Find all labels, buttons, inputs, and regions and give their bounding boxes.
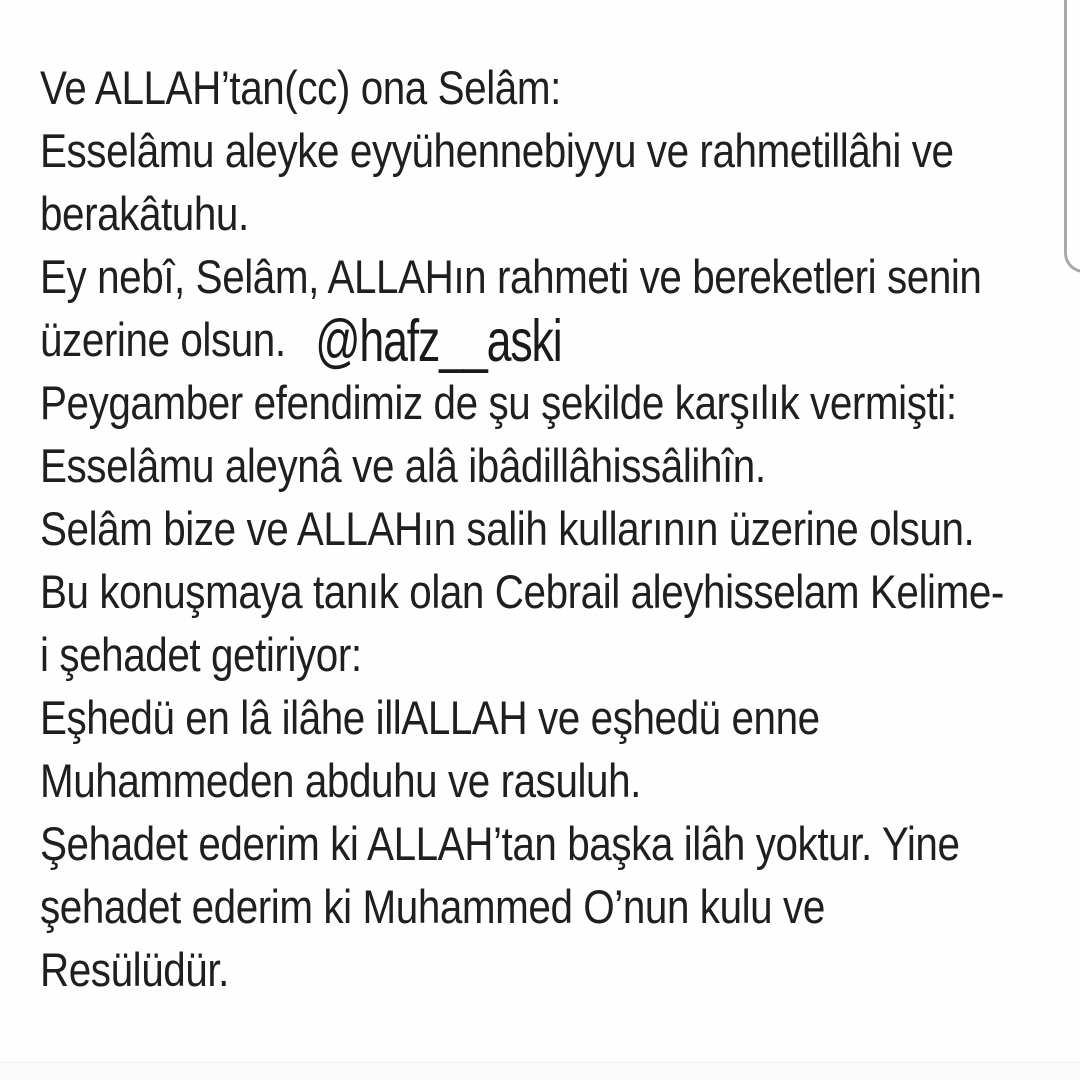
text-line: Ve ALLAH’tan(cc) ona Selâm: (40, 61, 561, 114)
text-line: berakâtuhu. (40, 187, 249, 240)
bottom-strip (0, 1063, 1080, 1080)
text-line: Eşhedü en lâ ilâhe illALLAH ve eşhedü enne (40, 691, 820, 744)
text-line: şehadet ederim ki Muhammed O’nun kulu ve (40, 880, 825, 933)
text-line: Ey nebî, Selâm, ALLAHın rahmeti ve bereketleri senin (40, 250, 982, 303)
text-line: Şehadet ederim ki ALLAH’tan başka ilâh yoktur. Yine (40, 817, 960, 870)
text-line: üzerine olsun. (40, 313, 286, 366)
watermark-handle: @hafz__aski (314, 308, 562, 374)
text-line: i şehadet getiriyor: (40, 628, 362, 681)
text-line: Esselâmu aleyke eyyühennebiyyu ve rahmetillâhi ve (40, 124, 954, 177)
text-line: Peygamber efendimiz de şu şekilde karşılık vermişti: (40, 376, 957, 429)
text-line: Esselâmu aleynâ ve alâ ibâdillâhissâlihîn. (40, 439, 766, 492)
text-line: Selâm bize ve ALLAHın salih kullarının üzerine olsun. (40, 502, 975, 555)
text-line-with-watermark (40, 308, 1072, 374)
text-line: Muhammeden abduhu ve rasuluh. (40, 754, 641, 807)
text-line: Resülüdür. (40, 943, 229, 996)
text-line: Bu konuşmaya tanık olan Cebrail aleyhisselam Kelime- (40, 565, 1004, 618)
religious-text-block (40, 56, 1072, 1001)
